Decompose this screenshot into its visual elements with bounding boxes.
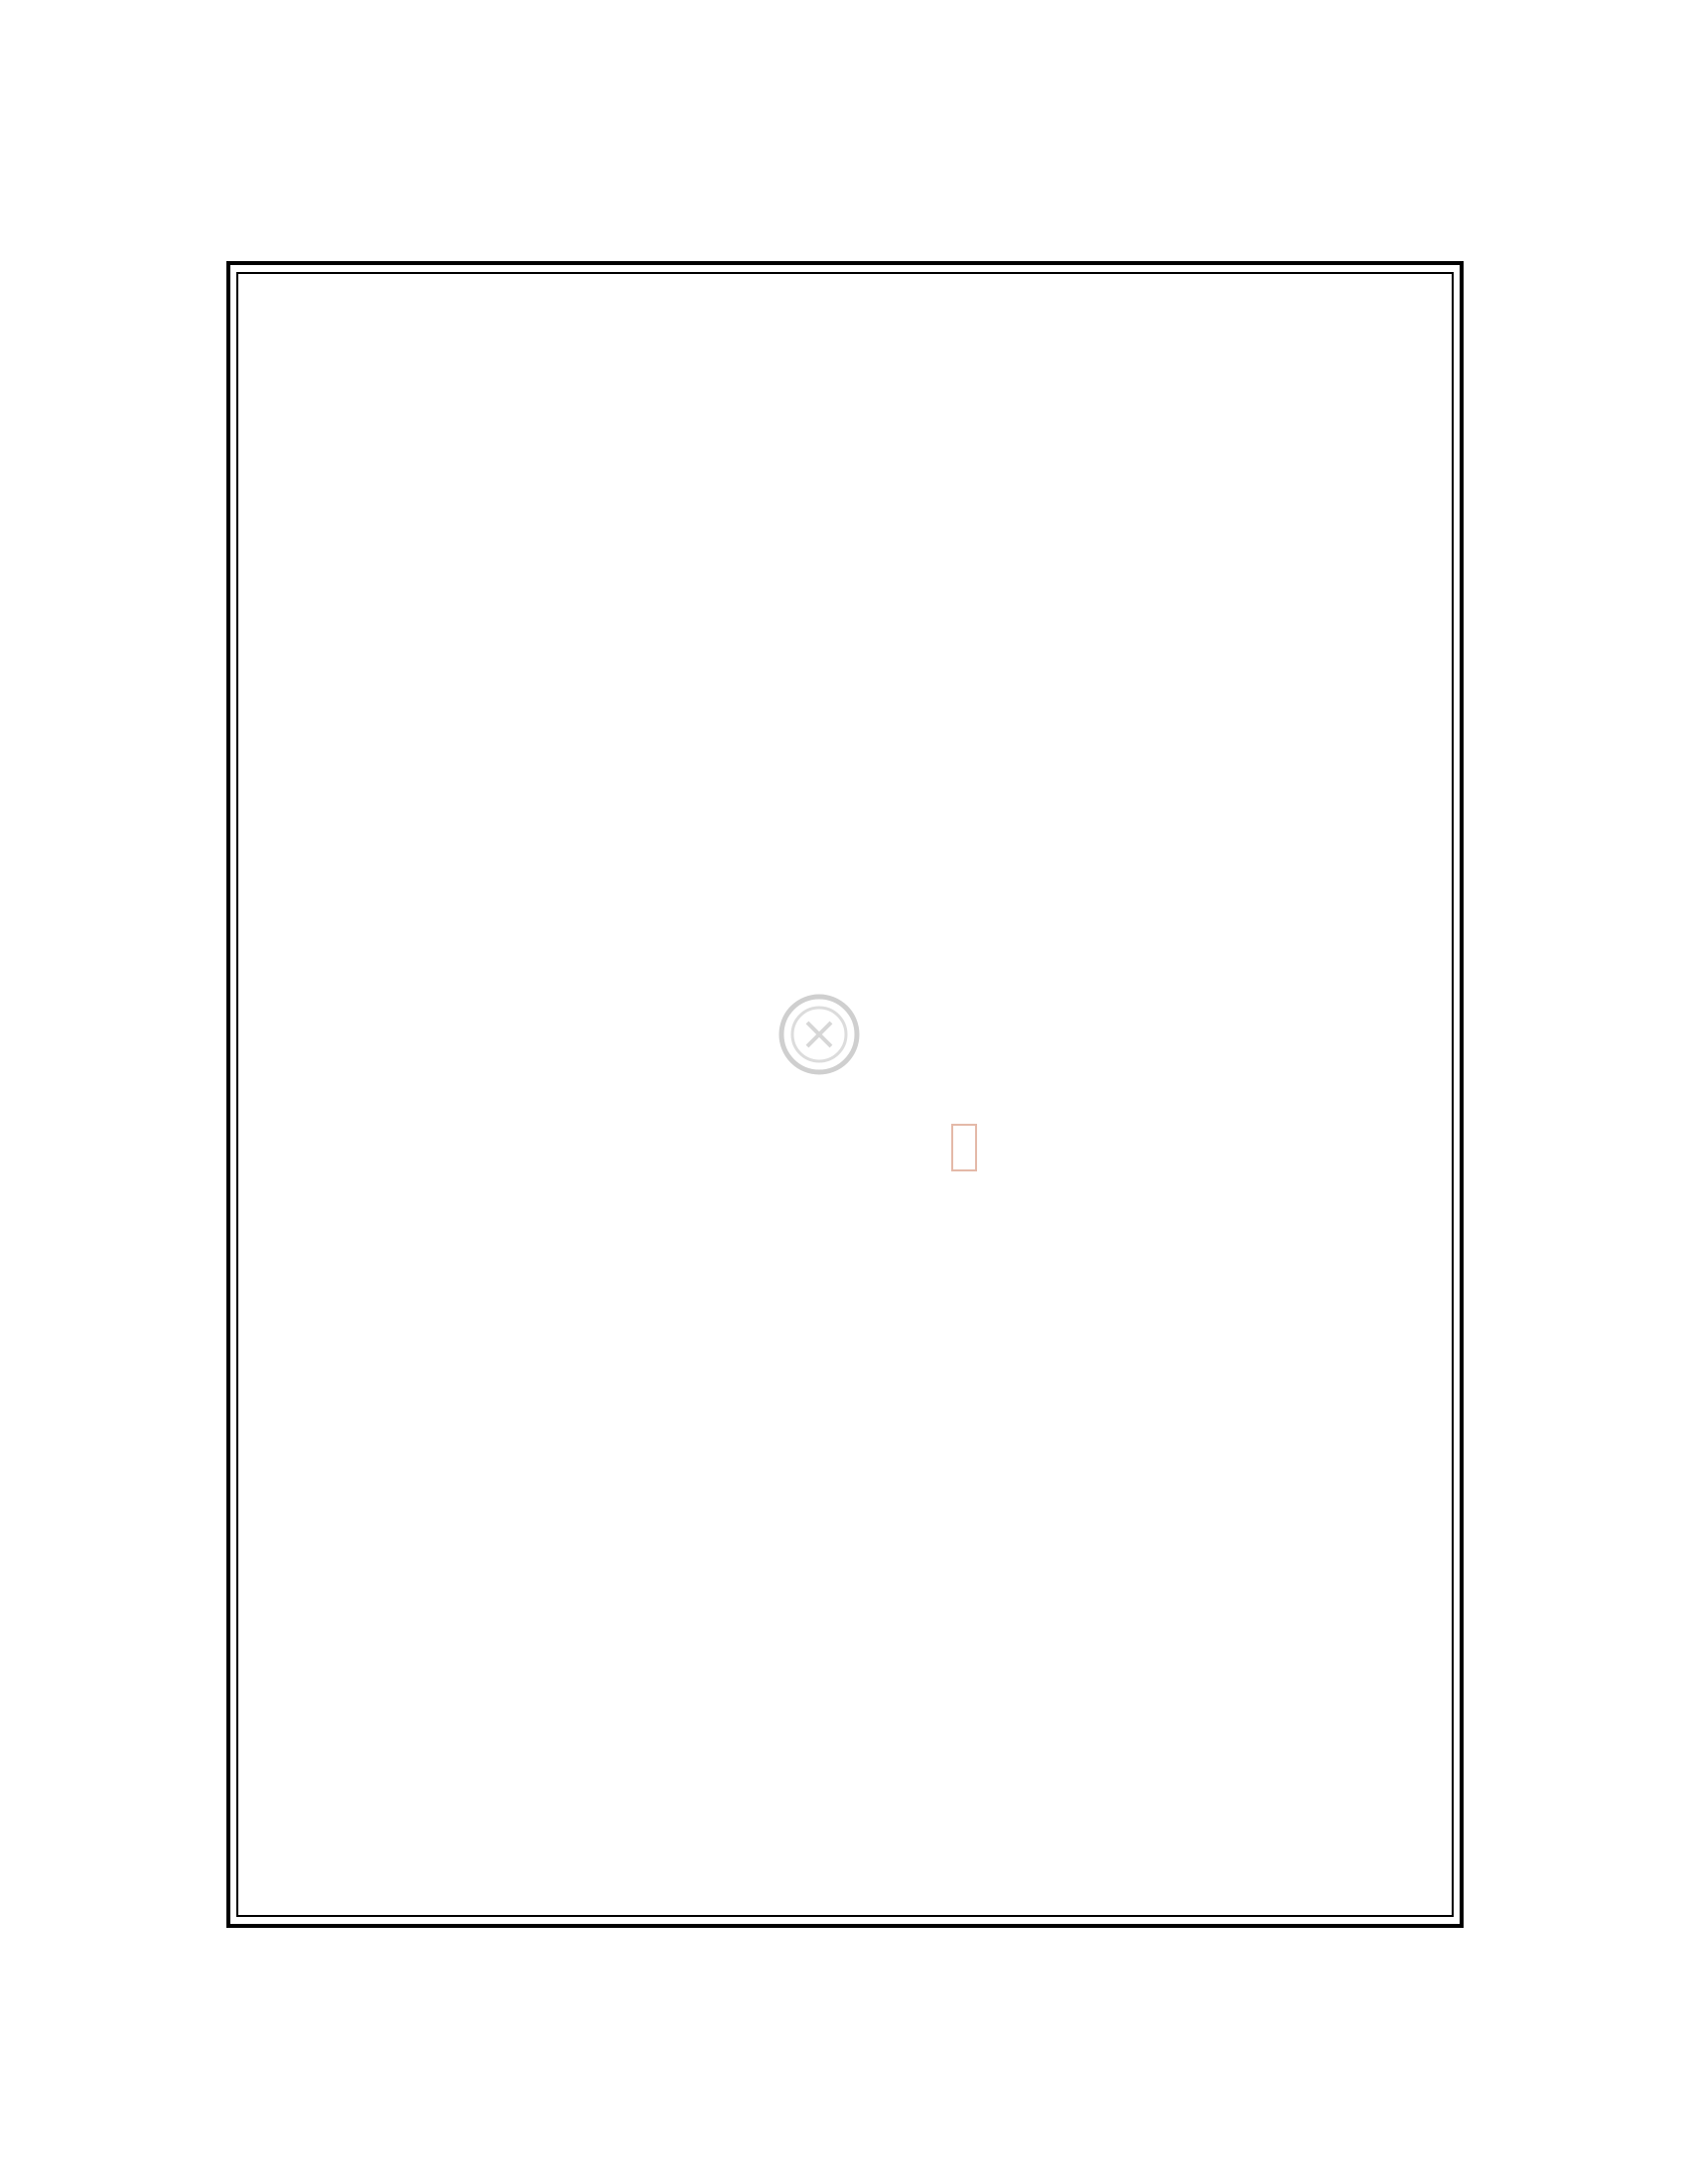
watermark-seal-icon: [777, 993, 861, 1076]
watermark-stamp-icon: [951, 1124, 977, 1171]
table-inner-frame: [236, 272, 1454, 1917]
